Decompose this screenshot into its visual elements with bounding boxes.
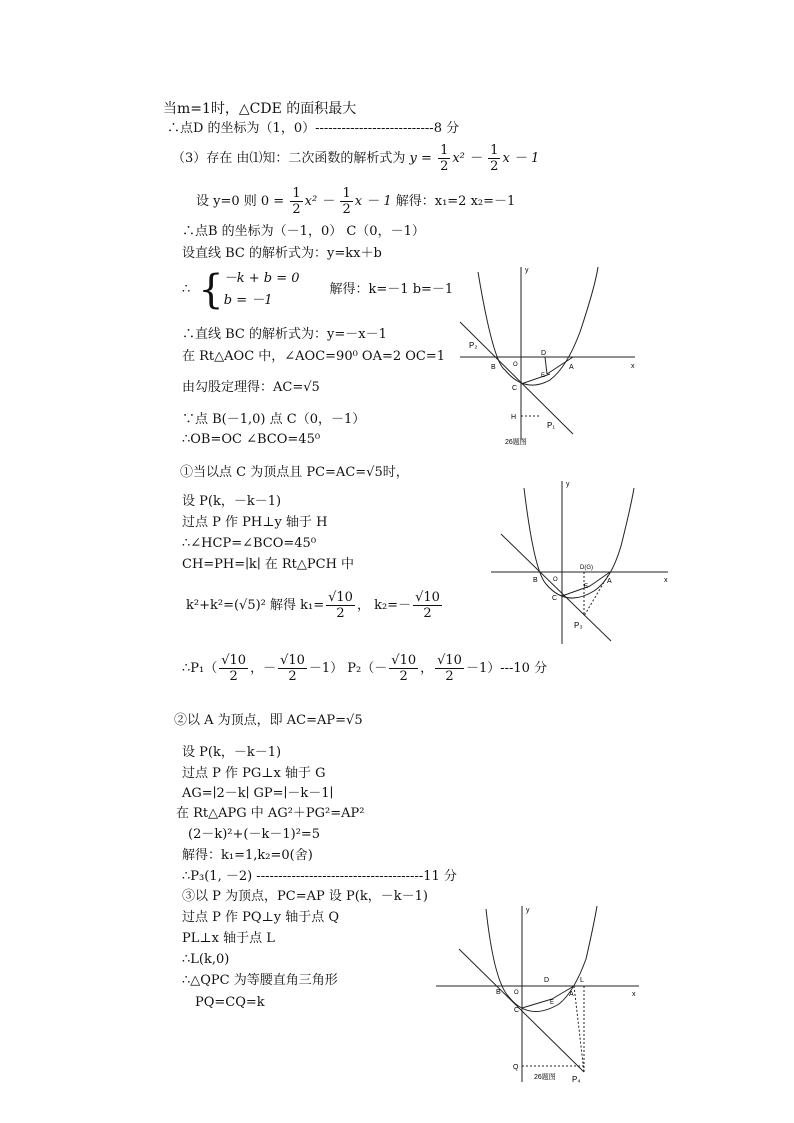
numerator: √10: [280, 653, 305, 668]
brace: {: [198, 267, 224, 313]
numerator: 1: [342, 186, 351, 201]
label-p2: P₂: [469, 341, 478, 350]
label-b: B: [496, 989, 501, 996]
denominator: 2: [342, 202, 351, 217]
label-p3: P₃: [574, 621, 583, 630]
text-span: ，: [420, 661, 434, 676]
text-line: 当m=1时，△CDE 的面积最大: [163, 101, 357, 117]
text-line: ∴△QPC 为等腰直角三角形: [182, 973, 338, 988]
label-a: A: [607, 578, 612, 585]
numerator: √10: [221, 653, 247, 668]
system-equations: [224, 268, 300, 312]
denominator: 2: [288, 669, 297, 684]
label-y: y: [525, 267, 529, 274]
figure-1: [455, 262, 645, 447]
parabola: [486, 906, 597, 1012]
label-l: L: [580, 977, 584, 984]
label-x: x: [631, 363, 635, 370]
text-span: ， k₂=－: [356, 598, 412, 613]
text-line: ②以 A 为顶点，即 AC=AP=√5: [174, 713, 363, 728]
label-p1: P₁: [547, 421, 556, 430]
fraction: [278, 653, 307, 684]
segment-ap4: [574, 986, 584, 1072]
text-line: [172, 143, 539, 174]
fraction: [290, 186, 302, 217]
fraction: [389, 653, 418, 684]
label-a: A: [569, 364, 574, 371]
equation-system: [182, 268, 453, 312]
text-span: －1）---10 分: [465, 661, 548, 676]
text-line: [182, 653, 547, 684]
label-d: D: [544, 977, 550, 984]
text-span: x － 1: [502, 151, 540, 166]
label-d: D(G): [580, 565, 593, 571]
label-e: E: [541, 373, 546, 379]
text-line: AG=∣2－k∣ GP=∣－k－1∣: [182, 786, 334, 801]
text-line: 过点 P 作 PG⊥x 轴于 G: [182, 766, 326, 781]
label-o: O: [553, 577, 558, 583]
text-line: ③以 P 为顶点，PC=AP 设 P(k，－k－1): [182, 889, 428, 904]
text-line: 在 Rt△AOC 中，∠AOC=90⁰ OA=2 OC=1: [182, 349, 446, 364]
text-line: ∴直线 BC 的解析式为：y=－x－1: [182, 327, 387, 342]
text-span: 设 y=0 则 0 =: [196, 194, 289, 209]
figure-caption: 26题图: [505, 439, 527, 446]
figure-2: [486, 476, 676, 646]
text-line: CH=PH=∣k∣ 在 Rt△PCH 中: [182, 557, 355, 572]
denominator: 2: [490, 159, 499, 174]
fraction: [488, 143, 500, 174]
numerator: √10: [415, 590, 440, 605]
segment-de: [545, 357, 547, 374]
fraction: [219, 653, 248, 684]
text-span: x － 1: [354, 194, 392, 209]
label-b: B: [533, 577, 538, 584]
label-e: E: [550, 1000, 555, 1006]
text-line: PL⊥x 轴于点 L: [182, 931, 275, 946]
denominator: 2: [399, 669, 408, 684]
numerator: 1: [292, 186, 301, 201]
parabola: [524, 488, 634, 598]
label-e: E: [584, 584, 589, 590]
text-span: y =: [409, 151, 437, 166]
numerator: √10: [328, 590, 353, 605]
fraction: [435, 653, 464, 684]
text-line: ∴点B 的坐标为（－1，0） C（0，－1）: [182, 224, 425, 239]
denominator: 2: [336, 606, 345, 621]
text-line: 设直线 BC 的解析式为：y=kx＋b: [182, 246, 382, 261]
label-x: x: [664, 577, 668, 584]
text-span: x² －: [452, 151, 487, 166]
numerator: 1: [440, 143, 449, 158]
label-q: Q: [513, 1064, 519, 1071]
numerator: √10: [437, 653, 462, 668]
fraction: [340, 186, 352, 217]
text-span: ，－: [250, 661, 277, 676]
equation-2: b = －1: [223, 293, 273, 308]
label-c: C: [552, 595, 558, 602]
text-line: ∵点 B(－1,0) 点 C（0，－1）: [182, 412, 366, 427]
text-line: ∴点D 的坐标为（1，0）---------------------------8 分: [167, 121, 460, 136]
text-span: 解得：k=－1 b=－1: [329, 282, 454, 297]
text-line: 由勾股定理得：AC=√5: [182, 380, 320, 395]
text-span: 解得：x₁=2 x₂=－1: [395, 194, 516, 209]
label-h: H: [511, 414, 517, 421]
text-line: 过点 P 作 PH⊥y 轴于 H: [182, 515, 328, 530]
text-span: －1） P₂（－: [308, 661, 388, 676]
label-a: A: [569, 991, 574, 998]
figure-3: [434, 904, 644, 1084]
label-o: O: [513, 362, 518, 368]
text-line: [196, 186, 515, 217]
text-line: ∴L(k,0): [182, 952, 230, 967]
label-y: y: [566, 481, 570, 488]
numerator: √10: [391, 653, 417, 668]
line-bc: [501, 534, 611, 641]
text-line: ①当以点 C 为顶点且 PC=AC=√5时，: [180, 465, 409, 480]
text-line: 设 P(k，－k－1): [182, 745, 282, 760]
text-span: ∴P₁（: [182, 661, 218, 676]
label-b: B: [491, 364, 496, 371]
label-o: O: [514, 990, 519, 996]
label-p4: P₄: [572, 1075, 581, 1084]
text-span: （3）存在 由⑴知：二次函数的解析式为: [172, 151, 410, 166]
label-y: y: [526, 907, 530, 914]
denominator: 2: [440, 159, 449, 174]
denominator: 2: [445, 669, 454, 684]
label-c: C: [512, 385, 518, 392]
parabola: [478, 267, 598, 385]
fraction: [326, 590, 355, 621]
fraction: [413, 590, 442, 621]
text-line: [186, 590, 444, 621]
text-line: ∴P₃(1, －2) --------------------------------------11 分: [182, 869, 457, 884]
fraction: [438, 143, 450, 174]
numerator: 1: [490, 143, 499, 158]
label-x: x: [632, 991, 636, 998]
denominator: 2: [423, 606, 432, 621]
therefore-symbol: ∴: [182, 282, 191, 297]
segment-ce: [522, 999, 555, 1008]
text-line: 设 P(k，－k－1): [182, 494, 282, 509]
text-span: x² －: [304, 194, 339, 209]
text-line: (2－k)²+(－k－1)²=5: [188, 827, 321, 842]
line-bc: [460, 322, 573, 434]
label-d: D: [541, 350, 547, 357]
text-line: ∴∠HCP=∠BCO=45⁰: [182, 536, 317, 551]
equation-1: －k + b = 0: [223, 271, 300, 286]
figure-caption: 26题图: [534, 1074, 556, 1081]
text-line: 在 Rt△APG 中 AG²＋PG²=AP²: [176, 806, 365, 821]
text-line: 解得：k₁=1,k₂=0(舍): [182, 848, 313, 863]
text-line: PQ=CQ=k: [195, 995, 265, 1010]
denominator: 2: [229, 669, 238, 684]
text-line: 过点 P 作 PQ⊥y 轴于点 Q: [182, 910, 340, 925]
label-c: C: [514, 1007, 520, 1014]
text-line: ∴OB=OC ∠BCO=45⁰: [182, 432, 321, 447]
denominator: 2: [292, 202, 301, 217]
text-span: k²+k²=(√5)² 解得 k₁=: [186, 598, 325, 613]
